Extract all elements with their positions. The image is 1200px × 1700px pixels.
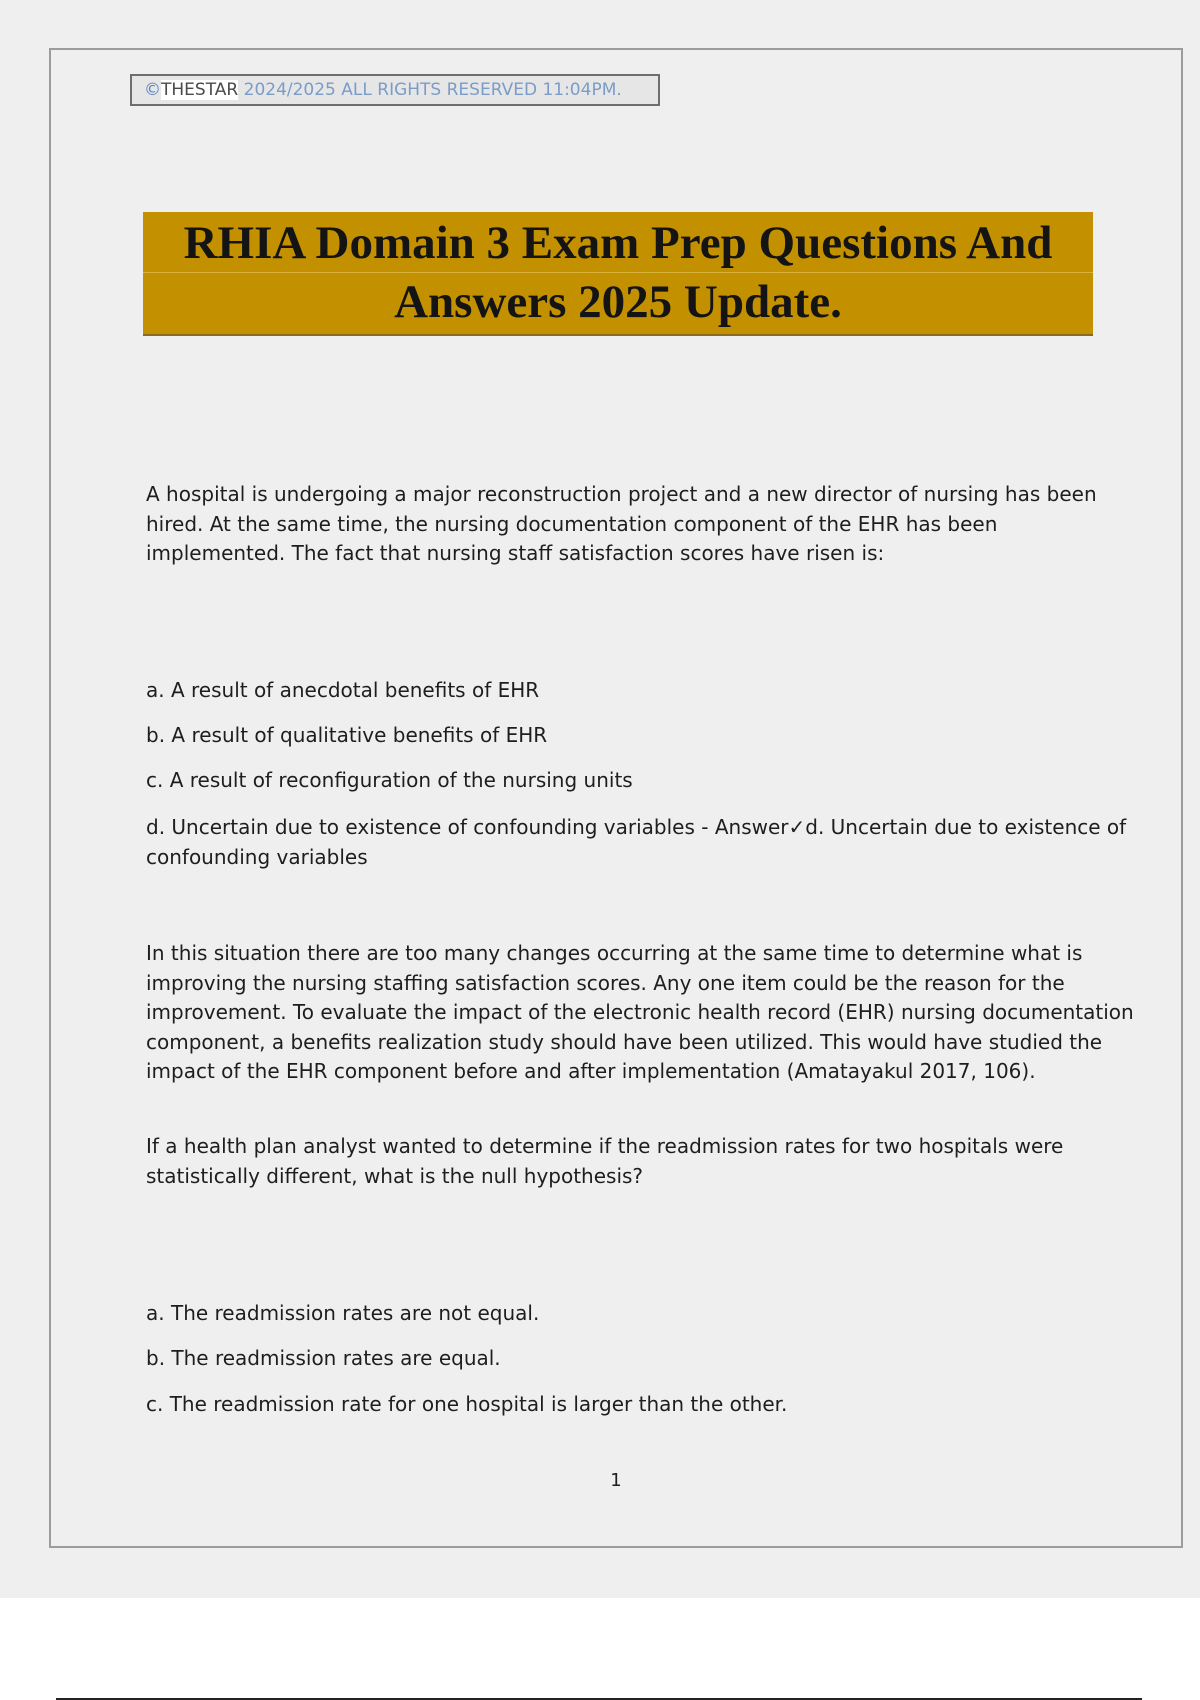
title-line-2: Answers 2025 Update. <box>394 276 842 328</box>
copyright-notice: 2024/2025 ALL RIGHTS RESERVED 11:04PM. <box>238 80 622 100</box>
question-2-option-a: a. The readmission rates are not equal. <box>146 1301 540 1325</box>
question-2-option-b: b. The readmission rates are equal. <box>146 1346 501 1370</box>
question-1-option-a: a. A result of anecdotal benefits of EHR <box>146 678 540 702</box>
title-banner <box>143 212 1093 336</box>
question-1-prompt: A hospital is undergoing a major reconstruction project and a new director of nursing has been hired. At the same time, the nursing documentation component of the EHR has been implemented. The fact that nursing staff satisfaction scores have risen is: <box>146 482 1097 565</box>
document-page <box>49 48 1183 1548</box>
copyright-symbol: © <box>144 80 161 100</box>
question-1-option-c: c. A result of reconfiguration of the nursing units <box>146 768 633 792</box>
title-line-1: RHIA Domain 3 Exam Prep Questions And <box>183 217 1053 269</box>
copyright-brand: THESTAR <box>161 80 239 100</box>
page-number: 1 <box>610 1470 622 1491</box>
question-1-option-d-answer: d. Uncertain due to existence of confounding variables - Answer✓d. Uncertain due to existence of confounding variables <box>146 815 1127 869</box>
document-title <box>143 212 1093 332</box>
question-2-prompt: If a health plan analyst wanted to determine if the readmission rates for two hospitals were statistically different, what is the null hypothesis? <box>146 1134 1064 1188</box>
question-1-explanation: In this situation there are too many changes occurring at the same time to determine what is improving the nursing staffing satisfaction scores. Any one item could be the reason for the improvement. To evaluate the impact of the electronic health record (EHR) nursing documentation component, a benefits realization study should have been utilized. This would have studied the impact of the EHR component before and after implementation (Amatayakul 2017, 106). <box>146 941 1134 1083</box>
copyright-header <box>130 74 660 106</box>
question-2-option-c: c. The readmission rate for one hospital is larger than the other. <box>146 1392 788 1416</box>
question-1-option-b: b. A result of qualitative benefits of EHR <box>146 723 548 747</box>
